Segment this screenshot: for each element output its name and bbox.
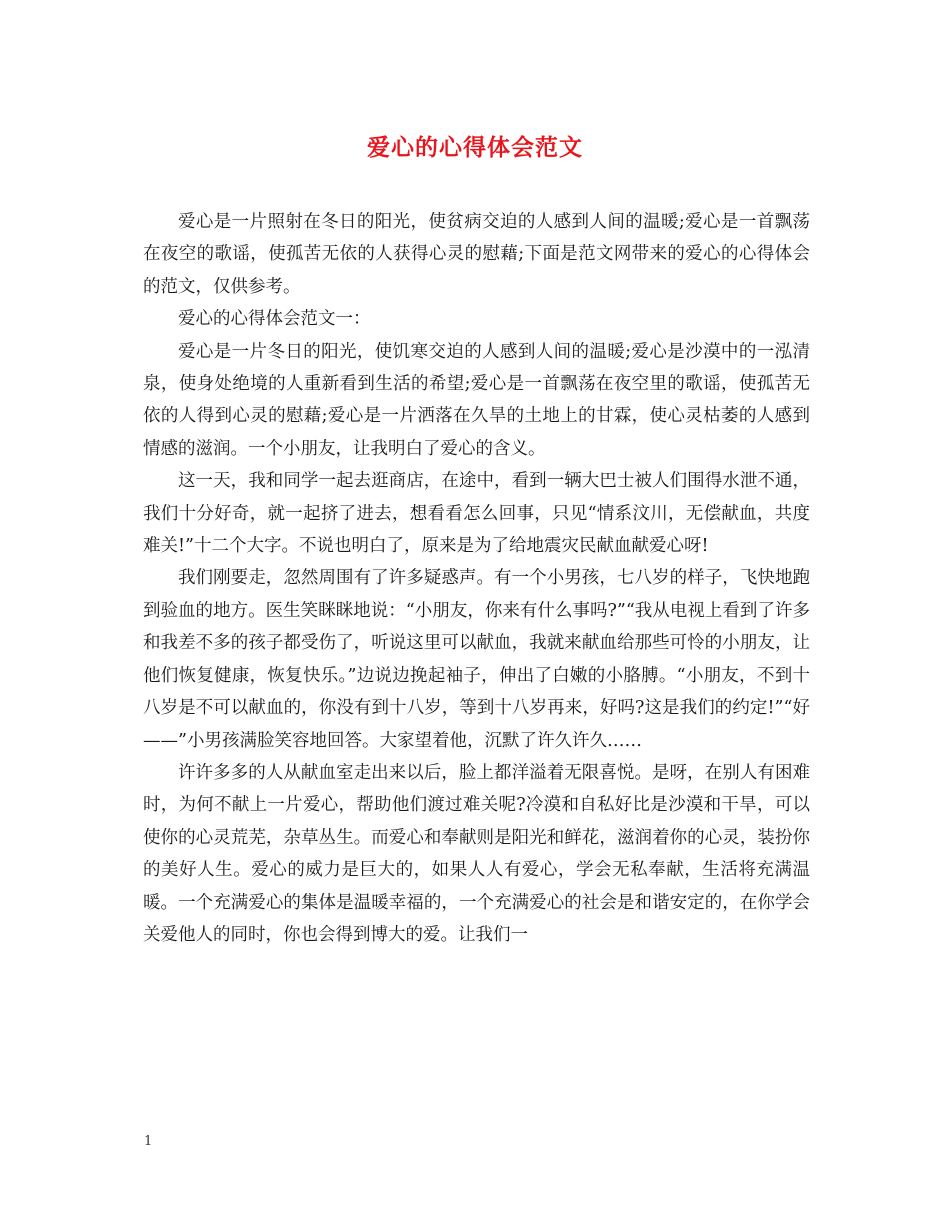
paragraph-love-metaphors: 爱心是一片冬日的阳光，使饥寒交迫的人感到人间的温暖;爱心是沙漠中的一泓清泉，使身处绝境的人重新看到生活的希望;爱心是一首飘荡在夜空里的歌谣，使孤苦无依的人得到心灵的慰藉;爱心是一片洒落在久旱的土地上的甘霖，使心灵枯萎的人感到情感的滋润。一个小朋友，让我明白了爱心的含义。: [143, 341, 810, 459]
paragraph-intro: 爱心是一片照射在冬日的阳光，使贫病交迫的人感到人间的温暖;爱心是一首飘荡在夜空的歌谣，使孤苦无依的人获得心灵的慰藉;下面是范文网带来的爱心的心得体会的范文，仅供参考。: [143, 212, 810, 297]
document-body: [143, 206, 810, 951]
paragraph-blood-bus: 这一天，我和同学一起去逛商店，在途中，看到一辆大巴士被人们围得水泄不通，我们十分好奇，就一起挤了进去，想看看怎么回事，只见“情系汶川，无偿献血，共度难关!”十二个大字。不说也明白了，原来是为了给地震灾民献血献爱心呀!: [143, 471, 810, 557]
paragraph-conclusion: 许许多多的人从献血室走出来以后，脸上都洋溢着无限喜悦。是呀，在别人有困难时，为何不献上一片爱心，帮助他们渡过难关呢?冷漠和自私好比是沙漠和干旱，可以使你的心灵荒芜，杂草丛生。而爱心和奉献则是阳光和鲜花，滋润着你的心灵，装扮你的美好人生。爱心的威力是巨大的，如果人人有爱心，学会无私奉献，生活将充满温暖。一个充满爱心的集体是温暖幸福的，一个充满爱心的社会是和谐安定的，在你学会关爱他人的同时，你也会得到博大的爱。让我们一: [143, 762, 810, 945]
paragraph-section-heading: 爱心的心得体会范文一：: [178, 309, 371, 330]
paragraph-little-boy: 我们刚要走，忽然周围有了许多疑惑声。有一个小男孩，七八岁的样子，飞快地跑到验血的地方。医生笑眯眯地说：“小朋友，你来有什么事吗?”“我从电视上看到了许多和我差不多的孩子都受伤了，听说这里可以献血，我就来献血给那些可怜的小朋友，让他们恢复健康，恢复快乐。”边说边挽起袖子，伸出了白嫩的小胳膊。“小朋友，不到十八岁是不可以献血的，你没有到十八岁，等到十八岁再来，好吗?这是我们的约定!”“好——”小男孩满脸笑容地回答。大家望着他，沉默了许久许久……: [143, 568, 810, 751]
page-number: 1: [144, 1134, 153, 1149]
document-title: 爱心的心得体会范文: [367, 134, 583, 161]
